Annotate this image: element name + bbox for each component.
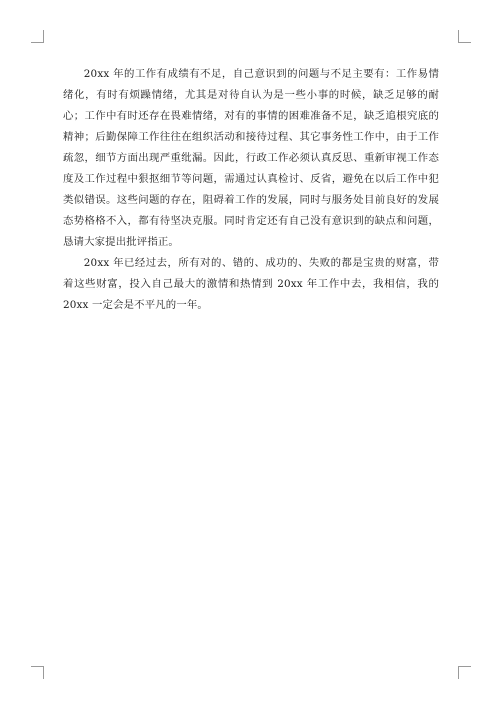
paragraph-2: 20xx 年已经过去，所有对的、错的、成功的、失败的都是宝贵的财富，带着这些财富，投入自己最大的激情和热情到 20xx 年工作中去，我相信，我的 20xx 一定会是不平凡的一年。 (63, 257, 439, 311)
paragraph-1: 20xx 年的工作有成绩有不足，自己意识到的问题与不足主要有：工作易情绪化，有时有烦躁情绪，尤其是对待自认为是一些小事的时候，缺乏足够的耐心；工作中有时还存在畏难情绪，对有的事情的困难准备不足，缺乏追根究底的精神；后勤保障工作往往在组织活动和接待过程、其它事务性工作中，由于工作疏忽，细节方面出现严重纰漏。因此，行政工作必须认真反思、重新审视工作态度及工作过程中狠抠细节等问题，需通过认真检讨、反省，避免在以后工作中犯类似错误。这些问题的存在，阻碍着工作的发展，同时与服务处目前良好的发展态势格格不入，都有待坚决克服。同时肯定还有自己没有意识到的缺点和问题，恳请大家提出批评指正。 (63, 68, 439, 248)
document-body (63, 64, 439, 316)
crop-mark-bottom-right (458, 666, 471, 679)
crop-mark-top-right (458, 30, 471, 43)
crop-mark-top-left (31, 30, 44, 43)
crop-mark-bottom-left (31, 666, 44, 679)
